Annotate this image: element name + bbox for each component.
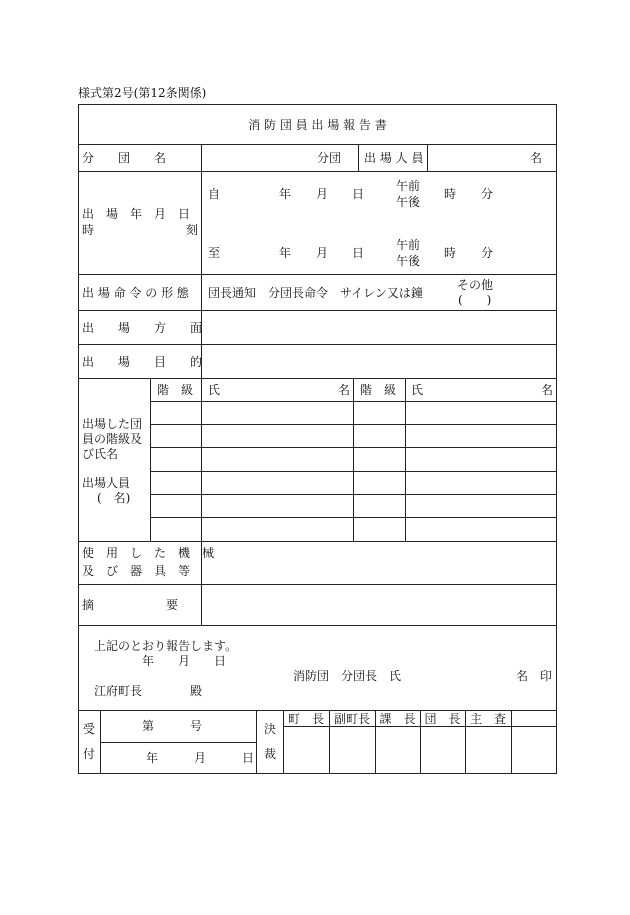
to-day: 日 — [352, 246, 365, 260]
form-title: 消 防 団 員 出 場 報 告 書 — [248, 118, 387, 132]
branch-unit: 分団 — [317, 151, 342, 165]
members-count-label: 出場人員 — [82, 476, 131, 490]
to-am: 午前 — [396, 238, 421, 252]
members-label-line3: び氏名 — [82, 447, 119, 461]
equipment-label-line2: 及 び 器 具 等 — [82, 564, 191, 578]
summary-label: 摘 要 — [82, 598, 179, 612]
reporter-title: 消防団 分団長 氏 — [293, 669, 402, 683]
order-form-label: 出 場 命 令 の 形 態 — [82, 286, 189, 300]
members-label-line2: 員の階級及 — [82, 432, 143, 446]
name-header-2-right: 名 — [541, 383, 554, 397]
approver-deputy-mayor: 副町長 — [333, 712, 370, 726]
rank-header-1: 階 級 — [157, 383, 194, 397]
reporter-name-seal: 名 印 — [516, 669, 553, 683]
order-form-options: 団長通知 分団長命令 サイレン又は鐘 — [208, 286, 423, 300]
receipt-label-bottom: 付 — [83, 747, 96, 761]
members-count-paren: ( 名) — [97, 491, 131, 505]
report-date: 年 月 日 — [142, 654, 227, 668]
from-label: 自 — [208, 187, 221, 201]
to-hour: 時 — [444, 246, 457, 260]
name-header-1-left: 氏 — [208, 383, 221, 397]
attendance-count-label: 出 場 人 員 — [364, 151, 424, 165]
direction-label: 出 場 方 面 — [82, 321, 203, 335]
name-header-2-left: 氏 — [411, 383, 424, 397]
to-month: 月 — [316, 246, 329, 260]
receipt-date: 年 月 日 — [146, 751, 255, 765]
to-year: 年 — [279, 246, 292, 260]
time-label-right: 刻 — [186, 223, 199, 237]
from-year: 年 — [279, 187, 292, 201]
attendance-count-unit: 名 — [530, 151, 543, 165]
recipient-honorific: 殿 — [190, 684, 203, 698]
approval-label-top: 決 — [264, 722, 277, 736]
approver-section-chief: 課 長 — [379, 712, 416, 726]
branch-label: 分 団 名 — [82, 151, 167, 165]
receipt-label-top: 受 — [83, 722, 96, 736]
purpose-label: 出 場 目 的 — [82, 355, 203, 369]
approval-label-bottom: 裁 — [264, 747, 277, 761]
to-pm: 午後 — [396, 254, 421, 268]
from-day: 日 — [352, 187, 365, 201]
datetime-label: 出 場 年 月 日 — [82, 207, 191, 221]
approver-supervisor: 主 査 — [469, 712, 506, 726]
form-number: 様式第2号(第12条関係) — [78, 86, 207, 100]
from-pm: 午後 — [396, 195, 421, 209]
from-month: 月 — [316, 187, 329, 201]
from-hour: 時 — [444, 187, 457, 201]
order-form-other: その他 — [457, 278, 494, 292]
equipment-label-line1: 使 用 し た 機 械 — [82, 546, 215, 560]
to-minute: 分 — [481, 246, 494, 260]
members-label-line1: 出場した団 — [82, 417, 143, 431]
receipt-number: 第 号 — [142, 719, 203, 733]
name-header-1-right: 名 — [338, 383, 351, 397]
recipient: 江府町長 — [94, 684, 143, 698]
to-label: 至 — [208, 246, 221, 260]
from-am: 午前 — [396, 179, 421, 193]
order-form-other-paren: ( ) — [458, 293, 492, 307]
approver-corps-chief: 団 長 — [424, 712, 461, 726]
report-statement: 上記のとおり報告します。 — [94, 639, 238, 653]
time-label-left: 時 — [82, 223, 95, 237]
approver-mayor: 町 長 — [287, 712, 324, 726]
from-minute: 分 — [481, 187, 494, 201]
rank-header-2: 階 級 — [360, 383, 397, 397]
